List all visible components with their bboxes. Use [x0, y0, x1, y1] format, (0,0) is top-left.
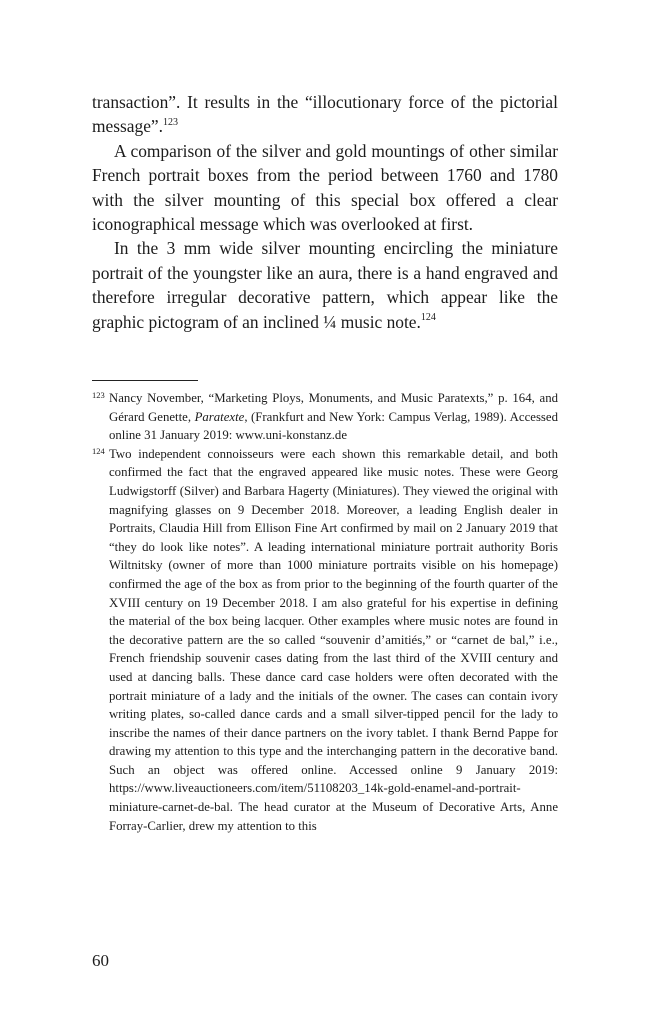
paragraph-1 — [92, 90, 558, 139]
footnote-123 — [92, 389, 558, 445]
paragraph-2: A comparison of the silver and gold mountings of other similar French portrait boxes from the period between 1760 and 1780 with the silver mounting of this special box offered a clear iconographical message which was overlooked at first. — [92, 140, 558, 235]
paragraph-3-text: In the 3 mm wide silver mounting encircling the miniature portrait of the youngster like an aura, there is a hand engraved and therefore irregular decorative pattern, which appear like the graphic pictogram of an inclined ¼ music note. — [92, 238, 558, 332]
footnote-ref-124[interactable]: 124 — [420, 311, 436, 323]
footnote-text-end: , (Frankfurt and New York: Campus Verlag, 1989). Accessed online 31 January 2019: www.uni-konstanz.de — [109, 409, 558, 443]
footnote-124 — [92, 445, 558, 835]
footnote-italic-title: Paratexte — [194, 409, 245, 424]
footnote-number: 124 — [92, 445, 105, 456]
main-text — [92, 90, 558, 334]
footnote-separator — [92, 380, 198, 381]
page-number: 60 — [92, 951, 109, 970]
footnote-text: Nancy November, “Marketing Ploys, Monuments, and Music Paratexts,” p. 164, and Gérard Genette, — [109, 391, 558, 424]
footnote-number: 123 — [92, 390, 105, 400]
footnotes — [92, 389, 558, 835]
paragraph-1-text: transaction”. It results in the “illocutionary force of the pictorial message”. — [92, 92, 558, 137]
footnote-ref-123[interactable]: 123 — [162, 116, 178, 128]
footnote-text: Two independent connoisseurs were each shown this remarkable detail, and both confirmed the fact that the engraved appeared like music notes. These were Georg Ludwigstorff (Silver) and Barbara Hagerty (Miniatures). They viewed the original with magnifying glasses on 9 December 2018. Moreover, a leading English dealer in Portraits, Claudia Hill from Ellison Fine Art confirmed by mail on 2 January 2019 that “they do look like notes”. A leading international miniature portrait authority Boris Wiltnitsky (owner of more than 1000 miniature portraits visible on his homepage) confirmed the age of the box as from prior to the beginning of the fourth quarter of the XVIII century on 19 December 2018. I am also grateful for his expertise in defining the material of the box being lacquer. Other examples where music notes are found in the decorative pattern are the so called “souvenir d’amitiés,” or “carnet de bal,” i.e., French friendship souvenir cases dating from the last third of the XVIII century and used at dancing balls. These dance card case holders were often decorated with the portrait miniature of a lady and the initials of the owner. The cases can contain ivory writing plates, so-called dance cards and a small silver-tipped pencil for the lady to inscribe the names of their dance partners on the ivory tablet. I thank Bernd Pappe for drawing my attention to this type and the interchanging pattern in the decorative band. Such an object was offered online. Accessed online 9 January 2019: https://www.liveauctioneers.com/item/51108203_14k-gold-enamel-and-portrait-miniature-carnet-de-bal. The head curator at the Museum of Decorative Arts, Anne Forray-Carlier, drew my attention to this — [109, 446, 558, 833]
paragraph-3 — [92, 236, 558, 334]
